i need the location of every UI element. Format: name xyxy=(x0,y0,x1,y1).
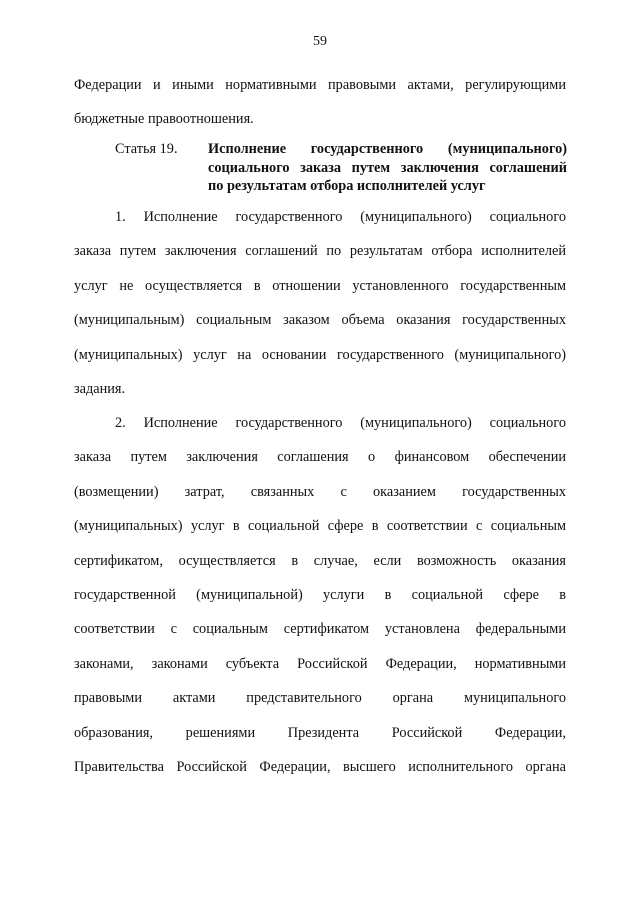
text-line: услуг не осуществляется в отношении установленного государственным xyxy=(74,277,566,294)
text-line: законами, законами субъекта Российской Федерации, нормативными xyxy=(74,655,566,672)
text-line: заказа путем заключения соглашений по результатам отбора исполнителей xyxy=(74,243,566,260)
paragraph-1 xyxy=(74,200,566,406)
text-line: бюджетные правоотношения. xyxy=(74,111,254,128)
text-line: (возмещении) затрат, связанных с оказанием государственных xyxy=(74,483,566,500)
text-line: заказа путем заключения соглашения о финансовом обеспечении xyxy=(74,449,566,466)
article-title-line: Исполнение государственного (муниципального) xyxy=(208,141,567,157)
article-title-line: социального заказа путем заключения соглашений xyxy=(208,159,567,176)
text-line: 1. Исполнение государственного (муниципального) социального xyxy=(115,209,566,225)
text-line: 2. Исполнение государственного (муниципального) социального xyxy=(115,415,566,431)
text-line: государственной (муниципальной) услуги в социальной сфере в xyxy=(74,586,566,603)
text-line: образования, решениями Президента Российской Федерации, xyxy=(74,724,566,741)
text-line: Федерации и иными нормативными правовыми актами, регулирующими xyxy=(74,77,566,93)
text-line: соответствии с социальным сертификатом установлена федеральными xyxy=(74,621,566,638)
text-line: (муниципальных) услуг в социальной сфере в соответствии с социальным xyxy=(74,518,566,535)
text-line: задания. xyxy=(74,380,126,397)
article-title xyxy=(208,140,567,196)
text-line: (муниципальным) социальным заказом объема оказания государственных xyxy=(74,312,566,329)
text-line: Правительства Российской Федерации, высшего исполнительного органа xyxy=(74,758,566,775)
text-line: правовыми актами представительного органа муниципального xyxy=(74,690,566,707)
paragraph-2 xyxy=(74,406,566,784)
intro-paragraph xyxy=(74,68,566,137)
text-line: сертификатом, осуществляется в случае, если возможность оказания xyxy=(74,552,566,569)
page-number: 59 xyxy=(313,34,327,49)
article-label: Статья 19. xyxy=(115,141,178,157)
text-line: (муниципальных) услуг на основании государственного (муниципального) xyxy=(74,346,566,363)
article-title-line: по результатам отбора исполнителей услуг xyxy=(208,178,486,194)
